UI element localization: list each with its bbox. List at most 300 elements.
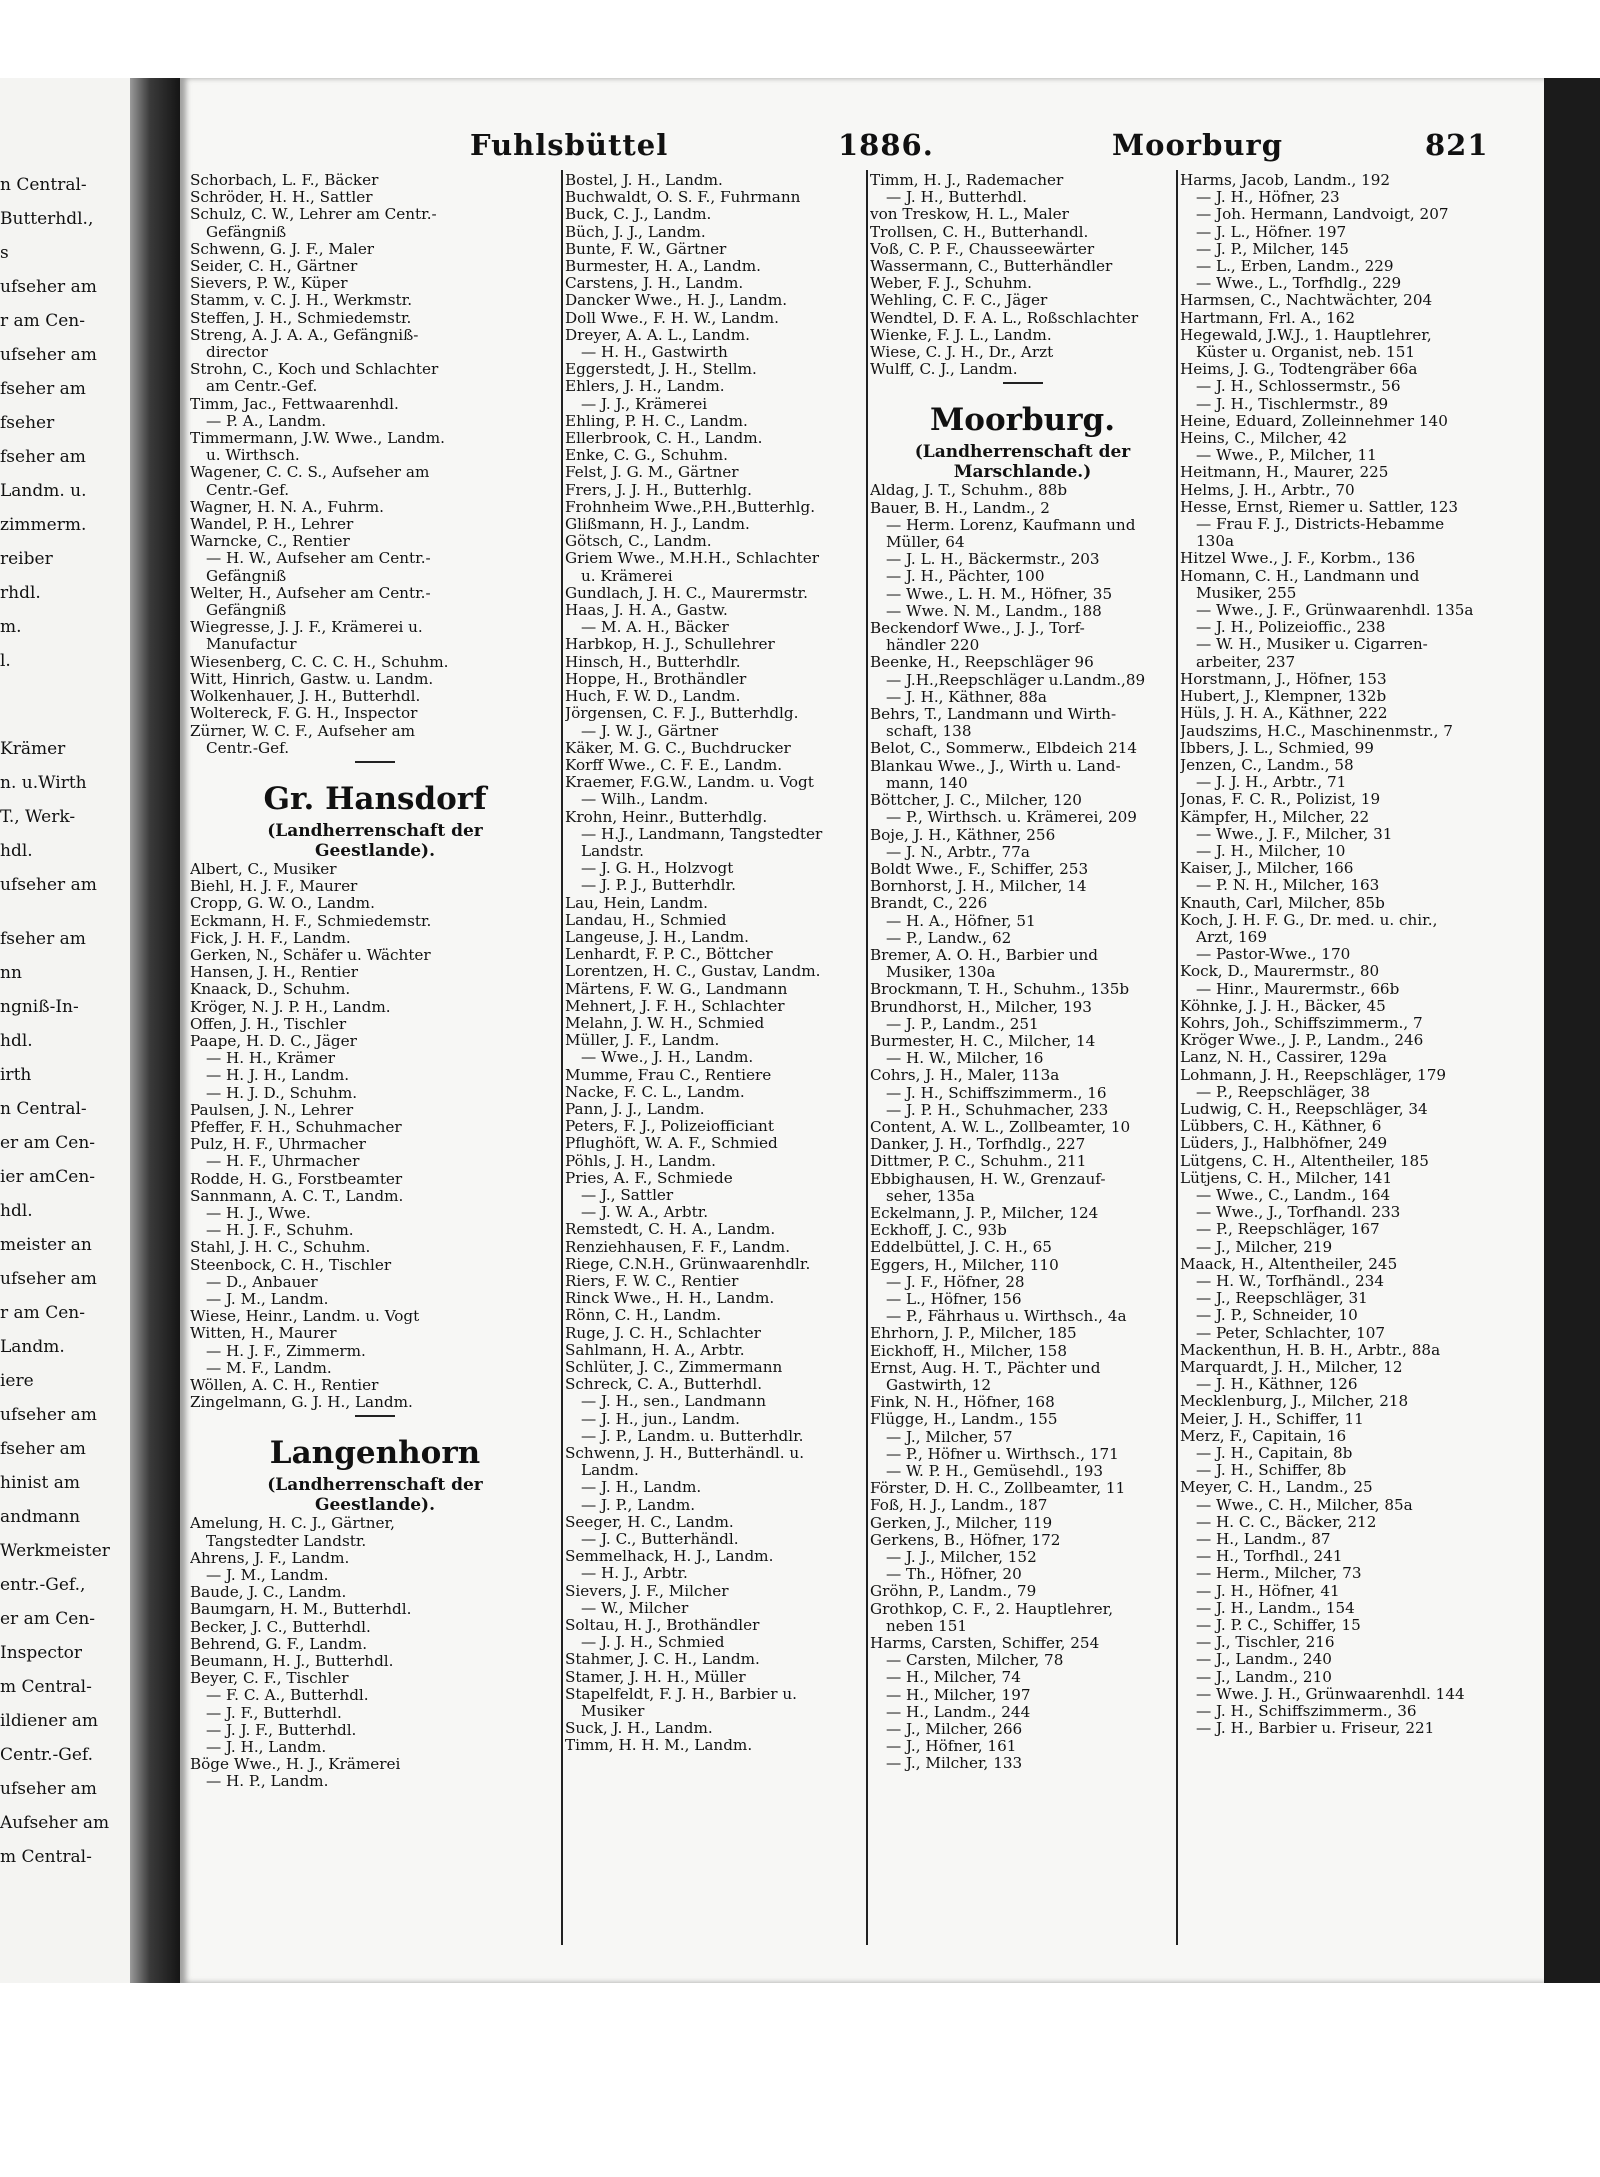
directory-entry: Müller, J. F., Landm. xyxy=(565,1032,720,1050)
directory-entry: von Treskow, H. L., Maler xyxy=(870,206,1069,224)
left-page-text-fragment: r am Cen- xyxy=(0,1303,85,1323)
directory-entry: Lorentzen, H. C., Gustav, Landm. xyxy=(565,963,821,981)
directory-entry: Beumann, H. J., Butterhdl. xyxy=(190,1653,394,1671)
directory-entry: — H. A., Höfner, 51 xyxy=(886,912,1036,930)
directory-entry: Schulz, C. W., Lehrer am Centr.- xyxy=(190,206,437,224)
directory-entry: Gefängniß xyxy=(206,223,287,241)
left-page-text-fragment: fseher am xyxy=(0,447,86,467)
directory-entry: Glißmann, H. J., Landm. xyxy=(565,516,750,534)
left-page-text-fragment: er am Cen- xyxy=(0,1133,96,1153)
directory-entry: Gundlach, J. H. C., Maurermstr. xyxy=(565,584,808,602)
directory-entry: — H.J., Landmann, Tangstedter xyxy=(581,825,823,843)
directory-entry: — J. H., Höfner, 41 xyxy=(1196,1582,1340,1600)
directory-entry: — H. J., Arbtr. xyxy=(581,1565,688,1583)
directory-entry: händler 220 xyxy=(886,637,980,655)
directory-entry: Nacke, F. C. L., Landm. xyxy=(565,1083,745,1101)
directory-entry: Koch, J. H. F. G., Dr. med. u. chir., xyxy=(1180,911,1438,929)
directory-entry: — J. H., Tischlermstr., 89 xyxy=(1196,395,1389,413)
directory-entry: Renziehhausen, F. F., Landm. xyxy=(565,1238,791,1256)
directory-entry: Huch, F. W. D., Landm. xyxy=(565,688,741,706)
directory-entry: Kaiser, J., Milcher, 166 xyxy=(1180,860,1354,878)
column-divider xyxy=(866,170,868,1945)
directory-entry: Gefängniß xyxy=(206,567,287,585)
book-gutter xyxy=(130,78,180,1988)
directory-entry: Dreyer, A. A. L., Landm. xyxy=(565,326,750,344)
section-rule xyxy=(355,1415,395,1417)
directory-entry: Bostel, J. H., Landm. xyxy=(565,172,723,189)
directory-entry: Dancker Wwe., H. J., Landm. xyxy=(565,292,788,310)
directory-entry: — J. H., sen., Landmann xyxy=(581,1393,767,1411)
directory-entry: Beckendorf Wwe., J. J., Torf- xyxy=(870,620,1085,638)
directory-entry: Carstens, J. H., Landm. xyxy=(565,275,744,293)
left-page-text-fragment: fseher am xyxy=(0,929,86,949)
left-page-text-fragment: n. u.Wirth xyxy=(0,773,87,793)
left-page-text-fragment: nn xyxy=(0,963,22,983)
directory-entry: Lütjens, C. H., Milcher, 141 xyxy=(1180,1169,1393,1187)
directory-entry: — J. H., Schiffer, 8b xyxy=(1196,1462,1347,1480)
directory-entry: Streng, A. J. A. A., Gefängniß- xyxy=(190,326,419,344)
directory-entry: Enke, C. G., Schuhm. xyxy=(565,447,729,465)
directory-entry: — J. M., Landm. xyxy=(206,1290,329,1308)
directory-entry: Ahrens, J. F., Landm. xyxy=(190,1549,350,1567)
directory-entry: Gerken, J., Milcher, 119 xyxy=(870,1514,1053,1532)
directory-entry: Ludwig, C. H., Reepschläger, 34 xyxy=(1180,1100,1428,1118)
directory-entry: Käker, M. G. C., Buchdrucker xyxy=(565,739,791,757)
directory-entry: — Herm. Lorenz, Kaufmann und xyxy=(886,516,1136,534)
directory-entry: Ibbers, J. L., Schmied, 99 xyxy=(1180,739,1374,757)
directory-entry: Lau, Hein, Landm. xyxy=(565,894,708,912)
left-page-text-fragment: n Central- xyxy=(0,175,87,195)
directory-entry: Paulsen, J. N., Lehrer xyxy=(190,1101,354,1119)
directory-entry: Ehlers, J. H., Landm. xyxy=(565,378,725,396)
left-page-text-fragment: s xyxy=(0,243,9,263)
directory-entry: — P. A., Landm. xyxy=(206,412,327,430)
directory-entry: Beyer, C. F., Tischler xyxy=(190,1670,349,1688)
directory-entry: — J., Landm., 240 xyxy=(1196,1651,1332,1669)
directory-entry: Mumme, Frau C., Rentiere xyxy=(565,1066,772,1084)
directory-entry: Becker, J. C., Butterhdl. xyxy=(190,1618,371,1636)
directory-entry: Musiker, 255 xyxy=(1196,584,1297,602)
directory-entry: Seeger, H. C., Landm. xyxy=(565,1513,734,1531)
directory-entry: Wendtel, D. F. A. L., Roßschlachter xyxy=(870,309,1139,327)
directory-entry: Wienke, F. J. L., Landm. xyxy=(870,326,1052,344)
directory-entry: Steenbock, C. H., Tischler xyxy=(190,1256,392,1274)
directory-entry: — J. J., Krämerei xyxy=(581,395,708,413)
directory-entry: Heims, J. G., Todtengräber 66a xyxy=(1180,361,1418,379)
left-page-text-fragment: fseher am xyxy=(0,379,86,399)
directory-entry: Wiese, C. J. H., Dr., Arzt xyxy=(870,344,1054,362)
directory-entry: mann, 140 xyxy=(886,774,968,792)
directory-entry: — J. H., Capitain, 8b xyxy=(1196,1445,1353,1463)
directory-entry: — H. F., Uhrmacher xyxy=(206,1153,360,1171)
directory-entry: — Herm., Milcher, 73 xyxy=(1196,1565,1362,1583)
left-page-text-fragment: ufseher am xyxy=(0,1405,97,1425)
directory-entry: — J. H., jun., Landm. xyxy=(581,1410,740,1428)
directory-entry: Baumgarn, H. M., Butterhdl. xyxy=(190,1601,412,1619)
left-page-text-fragment: rhdl. xyxy=(0,583,41,603)
header-year: 1886. xyxy=(838,128,934,162)
directory-entry: Ehrhorn, J. P., Milcher, 185 xyxy=(870,1325,1077,1343)
directory-entry: Kock, D., Maurermstr., 80 xyxy=(1180,963,1380,981)
directory-entry: Förster, D. H. C., Zollbeamter, 11 xyxy=(870,1480,1126,1498)
directory-entry: — M. A. H., Bäcker xyxy=(581,619,729,637)
directory-entry: Albert, C., Musiker xyxy=(190,860,337,878)
header-left-place: Fuhlsbüttel xyxy=(470,128,669,162)
directory-entry: Biehl, H. J. F., Maurer xyxy=(190,878,358,896)
directory-column xyxy=(870,172,1175,1773)
scan-border-right xyxy=(1544,78,1600,1983)
directory-entry: Welter, H., Aufseher am Centr.- xyxy=(190,584,431,602)
directory-entry: Jenzen, C., Landm., 58 xyxy=(1180,756,1354,774)
directory-entry: Mackenthun, H. B. H., Arbtr., 88a xyxy=(1180,1341,1441,1359)
directory-entry: Flügge, H., Landm., 155 xyxy=(870,1411,1058,1429)
directory-entry: Witt, Hinrich, Gastw. u. Landm. xyxy=(190,670,434,688)
directory-entry: Beenke, H., Reepschläger 96 xyxy=(870,654,1094,672)
left-page-text-fragment: ufseher am xyxy=(0,277,97,297)
directory-entry: Schlüter, J. C., Zimmermann xyxy=(565,1359,783,1377)
left-page-text-fragment: ufseher am xyxy=(0,875,97,895)
left-page-text-fragment: iere xyxy=(0,1371,34,1391)
directory-entry: Pflughöft, W. A. F., Schmied xyxy=(565,1135,778,1153)
directory-entry: — J. G. H., Holzvogt xyxy=(581,860,734,878)
section-subheading: Geestlande). xyxy=(314,840,436,861)
directory-entry: — Wwe., J., Torfhandl. 233 xyxy=(1196,1204,1401,1222)
directory-entry: Sievers, P. W., Küper xyxy=(190,275,348,293)
directory-entry: Frohnheim Wwe.,P.H.,Butterhlg. xyxy=(565,498,816,516)
directory-entry: Meier, J. H., Schiffer, 11 xyxy=(1180,1410,1364,1428)
directory-entry: Küster u. Organist, neb. 151 xyxy=(1196,344,1416,362)
left-page-text-fragment: Landm. u. xyxy=(0,481,87,501)
directory-entry: Hinsch, H., Butterhdlr. xyxy=(565,653,741,671)
directory-entry: — H. J., Wwe. xyxy=(206,1204,311,1222)
left-page-text-fragment: T., Werk- xyxy=(0,807,76,827)
left-page-text-fragment: Werkmeister xyxy=(0,1541,110,1561)
directory-entry: Götsch, C., Landm. xyxy=(565,533,712,551)
directory-entry: — W. P. H., Gemüsehdl., 193 xyxy=(886,1463,1104,1481)
directory-entry: — J. P., Landm. u. Butterhdlr. xyxy=(581,1427,804,1445)
directory-entry: Pries, A. F., Schmiede xyxy=(565,1169,733,1187)
directory-entry: Wiesenberg, C. C. C. H., Schuhm. xyxy=(190,653,449,671)
directory-entry: Pöhls, J. H., Landm. xyxy=(565,1152,716,1170)
directory-entry: Wandel, P. H., Lehrer xyxy=(190,516,354,534)
directory-entry: — L., Höfner, 156 xyxy=(886,1290,1022,1308)
section-subheading: (Landherrenschaft der xyxy=(267,1475,483,1496)
directory-entry: — J. J., Milcher, 152 xyxy=(886,1549,1037,1567)
directory-entry: — J. H., Landm. xyxy=(581,1479,702,1497)
directory-entry: — H. C. C., Bäcker, 212 xyxy=(1196,1513,1377,1531)
directory-entry: Bauer, B. H., Landm., 2 xyxy=(870,499,1050,517)
directory-entry: Buck, C. J., Landm. xyxy=(565,206,712,224)
left-page-text-fragment: Centr.-Gef. xyxy=(0,1745,93,1765)
section-subheading: Marschlande.) xyxy=(953,462,1092,483)
left-page-text-fragment: irth xyxy=(0,1065,32,1085)
directory-entry: — P., Höfner u. Wirthsch., 171 xyxy=(886,1445,1119,1463)
left-page-text-fragment: Aufseher am xyxy=(0,1813,110,1833)
directory-entry: Heitmann, H., Maurer, 225 xyxy=(1180,464,1389,482)
section-subheading: (Landherrenschaft der xyxy=(267,820,483,841)
directory-entry: Gastwirth, 12 xyxy=(886,1377,992,1394)
column-divider xyxy=(561,170,563,1945)
directory-entry: Zingelmann, G. J. H., Landm. xyxy=(190,1394,413,1412)
directory-entry: — P., Fährhaus u. Wirthsch., 4a xyxy=(886,1308,1127,1326)
directory-entry: Märtens, F. W. G., Landmann xyxy=(565,980,788,998)
directory-entry: Felst, J. G. M., Gärtner xyxy=(565,464,739,482)
directory-entry: Eggerstedt, J. H., Stellm. xyxy=(565,361,757,379)
directory-entry: Centr.-Gef. xyxy=(206,739,290,757)
directory-entry: Mehnert, J. F. H., Schlachter xyxy=(565,997,785,1015)
directory-entry: Steffen, J. H., Schmiedemstr. xyxy=(190,309,412,327)
directory-entry: Heine, Eduard, Zolleinnehmer 140 xyxy=(1180,412,1448,430)
directory-entry: — J. F., Butterhdl. xyxy=(206,1704,342,1722)
left-page-text-fragment: m. xyxy=(0,617,22,637)
directory-entry: — Wwe., J. F., Grünwaarenhdl. 135a xyxy=(1196,602,1474,620)
directory-entry: Maack, H., Altentheiler, 245 xyxy=(1180,1255,1398,1273)
directory-entry: Heins, C., Milcher, 42 xyxy=(1180,430,1347,448)
directory-entry: Haas, J. H. A., Gastw. xyxy=(565,602,728,620)
directory-entry: — H. J. F., Schuhm. xyxy=(206,1222,354,1240)
section-rule xyxy=(1003,382,1043,384)
directory-entry: Arzt, 169 xyxy=(1196,928,1267,946)
directory-entry: Content, A. W. L., Zollbeamter, 10 xyxy=(870,1118,1131,1136)
directory-entry: Griem Wwe., M.H.H., Schlachter xyxy=(565,550,819,568)
directory-entry: Ernst, Aug. H. T., Pächter und xyxy=(870,1359,1101,1377)
directory-entry: Gefängniß xyxy=(206,602,287,620)
left-page-text-fragment: ufseher am xyxy=(0,1269,97,1289)
directory-entry: Timmermann, J.W. Wwe., Landm. xyxy=(190,430,446,448)
directory-entry: Harbkop, H. J., Schullehrer xyxy=(565,636,775,654)
section-subheading: (Landherrenschaft der xyxy=(914,442,1131,463)
left-page-text-fragment: meister an xyxy=(0,1235,92,1255)
directory-entry: — J. N., Arbtr., 77a xyxy=(886,843,1030,861)
directory-entry: Landau, H., Schmied xyxy=(565,911,727,929)
directory-entry: Merz, F., Capitain, 16 xyxy=(1180,1427,1347,1445)
directory-entry: — J. P. J., Butterhdlr. xyxy=(581,877,736,895)
directory-entry: — H. W., Torfhändl., 234 xyxy=(1196,1273,1384,1290)
directory-entry: — Peter, Schlachter, 107 xyxy=(1196,1324,1386,1342)
directory-entry: Kohrs, Joh., Schiffszimmerm., 7 xyxy=(1180,1014,1423,1032)
directory-entry: Doll Wwe., F. H. W., Landm. xyxy=(565,309,779,327)
directory-entry: — J. J. H., Arbtr., 71 xyxy=(1196,774,1347,792)
directory-entry: Knaack, D., Schuhm. xyxy=(190,981,351,999)
directory-entry: Hüls, J. H. A., Käthner, 222 xyxy=(1180,705,1388,723)
directory-entry: Landm. xyxy=(581,1462,639,1480)
directory-entry: Brandt, C., 226 xyxy=(870,895,988,913)
directory-entry: Cohrs, J. H., Maler, 113a xyxy=(870,1067,1060,1085)
directory-entry: — M. F., Landm. xyxy=(206,1359,332,1377)
directory-entry: — Carsten, Milcher, 78 xyxy=(886,1652,1064,1670)
directory-entry: Wiese, Heinr., Landm. u. Vogt xyxy=(190,1308,420,1326)
directory-entry: Böttcher, J. C., Milcher, 120 xyxy=(870,792,1082,810)
directory-entry: — H., Milcher, 74 xyxy=(886,1669,1021,1687)
directory-entry: Stahl, J. H. C., Schuhm. xyxy=(190,1239,371,1257)
directory-entry: u. Krämerei xyxy=(581,567,673,585)
directory-entry: Remstedt, C. H. A., Landm. xyxy=(565,1221,776,1239)
directory-entry: Weber, F. J., Schuhm. xyxy=(870,275,1033,293)
directory-entry: Ebbighausen, H. W., Grenzauf- xyxy=(870,1170,1106,1188)
left-page-text-fragment: zimmerm. xyxy=(0,515,87,535)
section-heading: Moorburg. xyxy=(929,402,1116,439)
directory-entry: Hesse, Ernst, Riemer u. Sattler, 123 xyxy=(1180,498,1459,516)
directory-entry: — H., Landm., 87 xyxy=(1196,1531,1331,1549)
directory-entry: Musiker, 130a xyxy=(886,964,996,982)
left-page-text-fragment: hinist am xyxy=(0,1473,80,1493)
directory-entry: Wulff, C. J., Landm. xyxy=(870,361,1018,379)
left-page-text-fragment: ufseher am xyxy=(0,345,97,365)
directory-entry: — J. H., Milcher, 10 xyxy=(1196,842,1346,860)
directory-entry: — J. J. F., Butterhdl. xyxy=(206,1721,357,1739)
directory-entry: — J. P. H., Schuhmacher, 233 xyxy=(886,1101,1109,1119)
left-page-text-fragment: ier amCen- xyxy=(0,1167,96,1187)
directory-entry: Krohn, Heinr., Butterhdlg. xyxy=(565,808,768,826)
directory-entry: — Th., Höfner, 20 xyxy=(886,1566,1022,1584)
directory-entry: — J. L., Höfner. 197 xyxy=(1196,223,1347,241)
directory-entry: — H. W., Aufseher am Centr.- xyxy=(206,550,431,568)
directory-entry: Timm, Jac., Fettwaarenhdl. xyxy=(190,395,399,413)
directory-entry: arbeiter, 237 xyxy=(1196,653,1296,671)
directory-entry: — J.H.,Reepschläger u.Landm.,89 xyxy=(886,671,1146,689)
header-right-place: Moorburg xyxy=(1112,128,1283,162)
directory-entry: — Wwe. J. H., Grünwaarenhdl. 144 xyxy=(1196,1685,1465,1703)
directory-entry: Boje, J. H., Käthner, 256 xyxy=(870,826,1056,844)
section-heading: Gr. Hansdorf xyxy=(263,780,487,817)
directory-entry: Hansen, J. H., Rentier xyxy=(190,964,359,982)
directory-entry: Blankau Wwe., J., Wirth u. Land- xyxy=(870,757,1121,775)
directory-entry: — H. J. H., Landm. xyxy=(206,1067,350,1085)
directory-entry: — Wwe., L. H. M., Höfner, 35 xyxy=(886,585,1113,603)
directory-entry: Aldag, J. T., Schuhm., 88b xyxy=(870,482,1068,500)
directory-entry: — J. H., Butterhdl. xyxy=(886,189,1027,207)
left-page-text-fragment: m Central- xyxy=(0,1677,92,1697)
directory-entry: — H. W., Milcher, 16 xyxy=(886,1050,1044,1068)
left-page-text-fragment: Krämer xyxy=(0,739,66,759)
directory-entry: 130a xyxy=(1196,533,1235,551)
directory-entry: Rinck Wwe., H. H., Landm. xyxy=(565,1290,775,1308)
directory-entry: Lohmann, J. H., Reepschläger, 179 xyxy=(1180,1066,1447,1084)
directory-entry: Harmsen, C., Nachtwächter, 204 xyxy=(1180,292,1433,310)
directory-entry: Frers, J. J. H., Butterhlg. xyxy=(565,481,752,499)
directory-entry: Soltau, H. J., Brothändler xyxy=(565,1617,760,1635)
directory-entry: Wöllen, A. C. H., Rentier xyxy=(190,1377,379,1394)
directory-entry: u. Wirthsch. xyxy=(206,447,300,465)
scan-margin-bottom xyxy=(0,1983,1600,2177)
directory-entry: — J. H., Höfner, 23 xyxy=(1196,189,1340,207)
directory-entry: Stapelfeldt, F. J. H., Barbier u. xyxy=(565,1685,797,1703)
directory-entry: Timm, H. J., Rademacher xyxy=(870,172,1064,189)
directory-entry: — J. H., Käthner, 126 xyxy=(1196,1376,1358,1394)
directory-entry: Warncke, C., Rentier xyxy=(190,533,350,551)
directory-entry: Semmelhack, H. J., Landm. xyxy=(565,1548,774,1566)
directory-entry: — J., Höfner, 161 xyxy=(886,1738,1017,1756)
directory-entry: Buchwaldt, O. S. F., Fuhrmann xyxy=(565,189,801,207)
left-page-text-fragment: Butterhdl., xyxy=(0,209,94,229)
directory-entry: Eggers, H., Milcher, 110 xyxy=(870,1256,1059,1274)
directory-entry: — J. W. A., Arbtr. xyxy=(581,1204,709,1222)
directory-entry: — Hinr., Maurermstr., 66b xyxy=(1196,980,1400,998)
left-page-text-fragment: n Central- xyxy=(0,1099,87,1119)
directory-entry: Böge Wwe., H. J., Krämerei xyxy=(190,1756,401,1774)
directory-entry: Bunte, F. W., Gärtner xyxy=(565,240,727,258)
directory-entry: Schwenn, G. J. F., Maler xyxy=(190,240,375,258)
directory-entry: Burmester, H. A., Landm. xyxy=(565,258,761,276)
left-page-edge xyxy=(0,78,180,1988)
directory-entry: — W. H., Musiker u. Cigarren- xyxy=(1196,636,1428,654)
directory-entry: Woltereck, F. G. H., Inspector xyxy=(190,705,418,723)
directory-entry: Paape, H. D. C., Jäger xyxy=(190,1032,357,1050)
section-rule xyxy=(355,761,395,763)
left-page-text-fragment: m Central- xyxy=(0,1847,92,1867)
directory-entry: Peters, F. J., Polizeiofficiant xyxy=(565,1118,774,1136)
directory-entry: Voß, C. P. F., Chausseewärter xyxy=(870,240,1095,258)
directory-entry: — P., Reepschläger, 38 xyxy=(1196,1083,1371,1101)
directory-entry: — W., Milcher xyxy=(581,1599,689,1617)
directory-entry: — Wwe., L., Torfhdlg., 229 xyxy=(1196,275,1402,293)
directory-entry: Lanz, N. H., Cassirer, 129a xyxy=(1180,1049,1387,1067)
directory-entry: — J. H., Schiffszimmerm., 36 xyxy=(1196,1703,1417,1721)
directory-entry: — H. J. D., Schuhm. xyxy=(206,1084,358,1102)
directory-entry: — F. C. A., Butterhdl. xyxy=(206,1687,369,1705)
directory-entry: Schorbach, L. F., Bäcker xyxy=(190,172,379,189)
directory-entry: Melahn, J. W. H., Schmied xyxy=(565,1014,765,1032)
directory-entry: Hegewald, J.W.J., 1. Hauptlehrer, xyxy=(1180,326,1432,344)
directory-entry: — Wwe. N. M., Landm., 188 xyxy=(886,602,1102,620)
directory-entry: Riege, C.N.H., Grünwaarenhdlr. xyxy=(565,1255,811,1273)
directory-entry: — H. J. F., Zimmerm. xyxy=(206,1342,366,1360)
directory-entry: — J. H., Landm. xyxy=(206,1739,327,1757)
directory-entry: — J. H., Pächter, 100 xyxy=(886,568,1045,586)
directory-entry: director xyxy=(206,344,268,362)
directory-entry: Boldt Wwe., F., Schiffer, 253 xyxy=(870,860,1089,878)
directory-entry: Burmester, H. C., Milcher, 14 xyxy=(870,1032,1096,1050)
directory-entry: — Pastor-Wwe., 170 xyxy=(1196,946,1351,964)
directory-entry: Danker, J. H., Torfhdlg., 227 xyxy=(870,1136,1086,1154)
directory-entry: — J. H., Schiffszimmerm., 16 xyxy=(886,1084,1107,1102)
directory-entry: Behrend, G. F., Landm. xyxy=(190,1635,368,1653)
directory-entry: Hoppe, H., Brothändler xyxy=(565,670,747,688)
directory-entry: Brockmann, T. H., Schuhm., 135b xyxy=(870,981,1130,999)
directory-entry: Ellerbrook, C. H., Landm. xyxy=(565,430,763,448)
left-page-text-fragment: hdl. xyxy=(0,1031,33,1051)
directory-entry: Jonas, F. C. R., Polizist, 19 xyxy=(1180,791,1381,809)
directory-entry: — J. P. C., Schiffer, 15 xyxy=(1196,1617,1361,1635)
directory-entry: Köhnke, J. J. H., Bäcker, 45 xyxy=(1180,997,1386,1015)
directory-entry: Schreck, C. A., Butterhdl. xyxy=(565,1376,763,1394)
left-page-text-fragment: fseher xyxy=(0,413,55,433)
left-page-text-fragment: hdl. xyxy=(0,1201,33,1221)
directory-entry: Müller, 64 xyxy=(886,534,965,552)
directory-entry: Sahlmann, H. A., Arbtr. xyxy=(565,1341,745,1359)
directory-entry: Knauth, Carl, Milcher, 85b xyxy=(1180,894,1385,912)
directory-entry: Rönn, C. H., Landm. xyxy=(565,1307,722,1325)
left-page-text-fragment: Inspector xyxy=(0,1643,83,1663)
directory-entry: Wehling, C. F. C., Jäger xyxy=(870,292,1048,310)
directory-entry: — J. H., Landm., 154 xyxy=(1196,1599,1355,1617)
directory-entry: Witten, H., Maurer xyxy=(190,1325,337,1343)
directory-entry: Bremer, A. O. H., Barbier und xyxy=(870,946,1099,964)
directory-entry: Eddelbüttel, J. C. H., 65 xyxy=(870,1239,1052,1257)
directory-entry: — P., Reepschläger, 167 xyxy=(1196,1221,1380,1239)
directory-entry: — J. H., Schlossermstr., 56 xyxy=(1196,378,1401,396)
directory-entry: — Frau F. J., Districts-Hebamme xyxy=(1196,516,1445,534)
directory-entry: Kämpfer, H., Milcher, 22 xyxy=(1180,808,1370,826)
directory-entry: Marquardt, J. H., Milcher, 12 xyxy=(1180,1359,1403,1377)
directory-entry: — D., Anbauer xyxy=(206,1273,318,1291)
directory-entry: Harms, Carsten, Schiffer, 254 xyxy=(870,1635,1100,1653)
directory-entry: Lüders, J., Halbhöfner, 249 xyxy=(1180,1135,1388,1153)
directory-entry: Wagner, H. N. A., Fuhrm. xyxy=(190,498,384,516)
directory-entry: — Wwe., J. F., Milcher, 31 xyxy=(1196,825,1393,843)
directory-entry: Büch, J. J., Landm. xyxy=(565,223,706,241)
directory-entry: Kröger Wwe., J. P., Landm., 246 xyxy=(1180,1032,1424,1050)
